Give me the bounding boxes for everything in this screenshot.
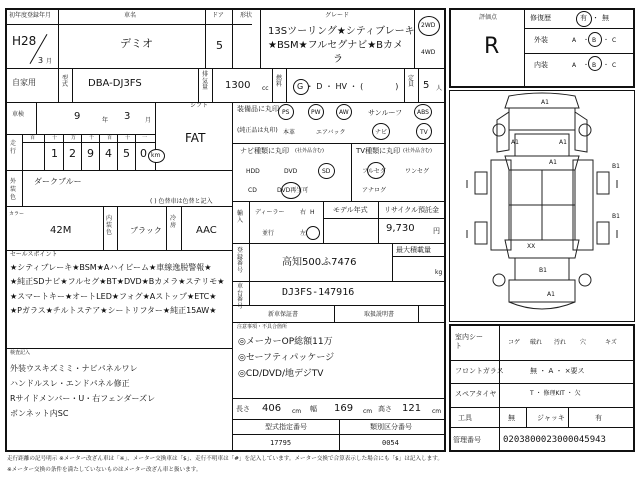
color-value: ダークブルー bbox=[34, 177, 82, 186]
nav-label: ナビ種類に丸印 bbox=[240, 147, 289, 155]
dealer-lh: 左 bbox=[300, 230, 307, 237]
dealer-h-circle bbox=[306, 226, 320, 240]
tv-oneseg: ワンセグ bbox=[405, 168, 430, 175]
ext-c: C bbox=[612, 37, 617, 44]
plate-label: 登録番号 bbox=[237, 247, 244, 274]
disp-label: 排気量 bbox=[202, 71, 209, 92]
ac-value: AAC bbox=[196, 225, 217, 236]
equip-label: 装備品に丸印 bbox=[237, 105, 279, 113]
jack-value: 有 bbox=[595, 414, 602, 422]
tv-label: TV種類に丸印 bbox=[356, 147, 401, 155]
ext-label: 外装 bbox=[534, 36, 548, 44]
dims-height-label: 高さ bbox=[378, 405, 392, 413]
reg-month-unit: 月 bbox=[46, 58, 53, 65]
nav-cd: CD bbox=[248, 187, 257, 194]
equip-aw: AW bbox=[339, 109, 349, 116]
equip-sub: (純正品は丸印) bbox=[237, 127, 278, 134]
recycle-value: 9,730 bbox=[386, 223, 415, 234]
spare-label: スペアタイヤ bbox=[455, 390, 497, 398]
color-label: 外装色 bbox=[10, 178, 17, 201]
fuel-label: 燃料 bbox=[276, 75, 283, 88]
int-label: 内装 bbox=[534, 61, 548, 69]
spare-value: T ・ 修理KIT ・ 欠 bbox=[530, 390, 581, 397]
nav-dvd: DVD bbox=[284, 168, 298, 175]
manual-label: 取扱説明書 bbox=[364, 311, 395, 318]
drive-4wd: 4WD bbox=[421, 49, 436, 56]
mileage-place-3: 千 bbox=[89, 135, 95, 141]
damage-label: 修復歴 bbox=[530, 14, 551, 22]
tools-value: 無 bbox=[508, 414, 515, 422]
dims-width-label: 幅 bbox=[310, 405, 317, 413]
inspect-label: 車検 bbox=[12, 111, 25, 118]
interior-label: 内装色 bbox=[106, 215, 113, 237]
notes-line-3: ◎CD/DVD/地デジTV bbox=[238, 369, 324, 379]
glass-value: 無 ・ A ・ ×要ス bbox=[530, 367, 585, 375]
equip-pw: PW bbox=[311, 109, 321, 116]
dims-width: 169 bbox=[334, 403, 354, 414]
color-code-value: 42M bbox=[50, 225, 72, 236]
diag-mark-6: B1 bbox=[612, 213, 620, 220]
ext-dot2: ・ bbox=[603, 37, 610, 44]
diag-mark-8: B1 bbox=[539, 267, 547, 274]
mileage-place-4: 百 bbox=[107, 135, 113, 141]
usage-value: 自家用 bbox=[12, 78, 36, 87]
dims-height: 121 bbox=[402, 403, 422, 414]
name-value: デミオ bbox=[120, 37, 153, 50]
drive-2wd: 2WD bbox=[421, 22, 436, 29]
inspect-month-unit: 月 bbox=[145, 117, 152, 124]
dealer-label: 輸入 bbox=[237, 210, 244, 225]
mileage-unit: km bbox=[151, 152, 161, 159]
shape-label: 形状 bbox=[240, 12, 253, 19]
model-no-value: 17795 bbox=[270, 439, 292, 447]
grade-line-3: ラ bbox=[333, 54, 343, 65]
int-c: C bbox=[612, 62, 617, 69]
color-note: ( ) 色替車は色替と記入 bbox=[150, 198, 213, 205]
ac-label: 冷房 bbox=[170, 215, 177, 230]
seat-dirt: 汚れ bbox=[554, 339, 567, 346]
chassis-value: DJ3FS-147916 bbox=[282, 287, 355, 298]
rating-value: R bbox=[484, 34, 500, 59]
recycle-unit: 円 bbox=[433, 227, 440, 235]
disp-value: 1300 bbox=[225, 80, 251, 91]
inspect-year-unit: 年 bbox=[102, 117, 109, 124]
model-no-label: 型式指定番号 bbox=[265, 423, 307, 431]
mileage-label: 走行 bbox=[10, 140, 17, 155]
seat-tear: 破れ bbox=[530, 339, 543, 346]
seat-hole: 穴 bbox=[580, 339, 587, 346]
nav-note: (社外品含む) bbox=[295, 148, 324, 154]
sell-line-4: ★Pガラス★チルトステア★シートリフター★純正15AW★ bbox=[10, 306, 217, 315]
mileage-digit-0: 1 bbox=[51, 147, 58, 160]
footer-line-2: ※メーター交換の条件を満たしていないものはメーター改ざん車と扱います。 bbox=[7, 467, 202, 473]
int-b: B bbox=[592, 62, 597, 69]
reg-label: 初年度登録年月 bbox=[9, 12, 52, 19]
notes-line-2: ◎セーフティパッケージ bbox=[238, 353, 335, 363]
maxload-unit: kg bbox=[435, 269, 443, 276]
cap-unit: 人 bbox=[436, 85, 443, 92]
grade-line-2: ★BSM★フルセグナビ★Bカメ bbox=[268, 40, 404, 51]
ext-a: A bbox=[572, 37, 577, 44]
damage-no: 無 bbox=[602, 14, 609, 22]
seat-burn: コゲ bbox=[508, 339, 521, 346]
maxload-label: 最大積載量 bbox=[396, 246, 431, 254]
sell-line-2: ★純正SDナビ★フルセグ★BT★DVD★Bカメラ★ステリモ★ bbox=[10, 277, 225, 286]
class-no-value: 0054 bbox=[382, 439, 399, 447]
rating-label: 評価点 bbox=[479, 14, 498, 21]
mileage-place-5: 十 bbox=[125, 135, 131, 141]
diag-mark-7: XX bbox=[527, 243, 536, 250]
mgmt-value: 0203800023000045943 bbox=[503, 435, 606, 445]
model-year-label: モデル年式 bbox=[333, 206, 368, 214]
glass-label: フロントガラス bbox=[455, 367, 504, 375]
int-a: A bbox=[572, 62, 577, 69]
dims-length-label: 長さ bbox=[236, 405, 250, 413]
dealer-d: ディーラー bbox=[255, 209, 285, 216]
equip-abs: ABS bbox=[417, 109, 429, 116]
tools-label: 工具 bbox=[458, 414, 472, 422]
sell-line-3: ★スマートキー★オートLED★フォグ★Aストップ★ETC★ bbox=[10, 292, 217, 301]
cap-label: 定員 bbox=[408, 75, 415, 88]
diag-mark-1: A1 bbox=[541, 99, 549, 106]
car-outline-diagram bbox=[449, 90, 635, 322]
mileage-place-2: 万 bbox=[71, 135, 77, 141]
mileage-place-1: 十 bbox=[52, 135, 58, 141]
mileage-digit-1: 2 bbox=[69, 147, 76, 160]
inspector-line-2: ハンドルスレ・エンドパネル修正 bbox=[10, 379, 130, 388]
tv-fullseg: フルセグ bbox=[362, 168, 386, 175]
name-label: 車名 bbox=[124, 12, 137, 19]
type-label: 型式 bbox=[62, 75, 69, 88]
dealer-h: H bbox=[310, 209, 315, 216]
inspector-line-4: ボンネット内SC bbox=[10, 409, 69, 418]
diag-mark-3: A1 bbox=[559, 139, 567, 146]
equip-leather: 本革 bbox=[283, 129, 296, 136]
chassis-label: 車台番号 bbox=[237, 283, 244, 310]
type-value: DBA-DJ3FS bbox=[88, 78, 142, 89]
diag-mark-2: A1 bbox=[511, 139, 519, 146]
recycle-label: リサイクル預託金 bbox=[384, 206, 440, 214]
seat-label: 室内シート bbox=[455, 333, 483, 351]
disp-unit: cc bbox=[262, 85, 269, 92]
inspector-line-3: Rサイドメンバー・U・右フェンダーズレ bbox=[10, 394, 156, 403]
damage-dot: ・ bbox=[592, 14, 599, 22]
mgmt-label: 管理番号 bbox=[453, 436, 481, 444]
nav-sd: SD bbox=[322, 168, 331, 175]
reg-month: 3 bbox=[38, 56, 44, 65]
mileage-digit-5: 0 bbox=[140, 147, 147, 160]
damage-yes: 有 bbox=[580, 14, 587, 22]
fuel-options: G ・ D ・ HV ・ ( ) bbox=[297, 82, 399, 91]
shift-label: シフト bbox=[190, 102, 209, 109]
interior-value: ブラック bbox=[130, 226, 162, 235]
dealer-rh: 右 bbox=[300, 209, 307, 216]
inspector-line-1: 外装ウスキズミミ・ナビパネルワレ bbox=[10, 364, 138, 373]
notes-label: 注意事項・不具合箇所 bbox=[237, 324, 288, 330]
diag-mark-4: A1 bbox=[549, 159, 557, 166]
mileage-place-0: 百 bbox=[30, 135, 36, 141]
sell-line-1: ★シティブレーキ★BSM★Aハイビーム★車線逸脱警報★ bbox=[10, 263, 212, 272]
tv-note: (社外品含む) bbox=[403, 148, 432, 154]
door-value: 5 bbox=[216, 39, 223, 52]
tv-analog: アナログ bbox=[362, 187, 387, 194]
dims-length-unit: cm bbox=[292, 408, 302, 415]
dealer-p: 並行 bbox=[262, 230, 275, 237]
inspector-label: 検査記入 bbox=[10, 350, 31, 356]
color-code-label: カラー bbox=[9, 211, 25, 217]
notes-line-1: ◎メーカーOP総額11万 bbox=[238, 337, 333, 347]
grade-label: グレード bbox=[325, 12, 350, 19]
shift-value: FAT bbox=[185, 131, 206, 145]
equip-sunroof: サンルーフ bbox=[368, 109, 403, 117]
ext-b: B bbox=[592, 37, 597, 44]
class-no-label: 類別区分番号 bbox=[370, 423, 412, 431]
equip-navi: ナビ bbox=[375, 129, 388, 136]
grade-line-1: 13Sツーリング★シティブレーキ bbox=[268, 26, 415, 37]
int-dot1: ・ bbox=[583, 62, 590, 69]
diag-mark-5: B1 bbox=[612, 163, 620, 170]
equip-ps: PS bbox=[282, 109, 290, 116]
new-warranty-label: 新車保証書 bbox=[268, 311, 299, 318]
dims-height-unit: cm bbox=[432, 408, 442, 415]
footer-line-1: 走行距離の記号明示 ※メーター改ざん車は「※」、メーター交換車は「$」、走行不明車は「#」を記入しています。メーター交換で合算表示した場合にも「$」は記入します。 bbox=[7, 456, 443, 462]
inspect-month: 3 bbox=[124, 111, 131, 122]
mileage-place-6: 一 bbox=[142, 135, 148, 141]
reg-era-year: H28 bbox=[12, 34, 37, 48]
inspect-year: 9 bbox=[74, 111, 81, 122]
jack-label: ジャッキ bbox=[537, 414, 565, 422]
nav-hdd: HDD bbox=[246, 168, 260, 175]
diag-mark-9: A1 bbox=[547, 291, 555, 298]
mileage-digit-2: 9 bbox=[87, 147, 94, 160]
seat-scratch: キズ bbox=[605, 339, 617, 346]
equip-airbag: エアバック bbox=[316, 129, 346, 136]
int-dot2: ・ bbox=[603, 62, 610, 69]
plate-value: 高知500ふ7476 bbox=[282, 257, 357, 268]
sell-label: セールスポイント bbox=[10, 251, 58, 258]
nav-dvdplay: DVD再生可 bbox=[277, 187, 309, 194]
dims-width-unit: cm bbox=[363, 408, 373, 415]
mileage-digit-4: 5 bbox=[123, 147, 130, 160]
cap-value: 5 bbox=[423, 80, 430, 91]
equip-tv: TV bbox=[420, 129, 428, 136]
door-label: ドア bbox=[212, 12, 224, 19]
mileage-digit-3: 4 bbox=[105, 147, 112, 160]
ext-dot1: ・ bbox=[583, 37, 590, 44]
dims-length: 406 bbox=[262, 403, 282, 414]
